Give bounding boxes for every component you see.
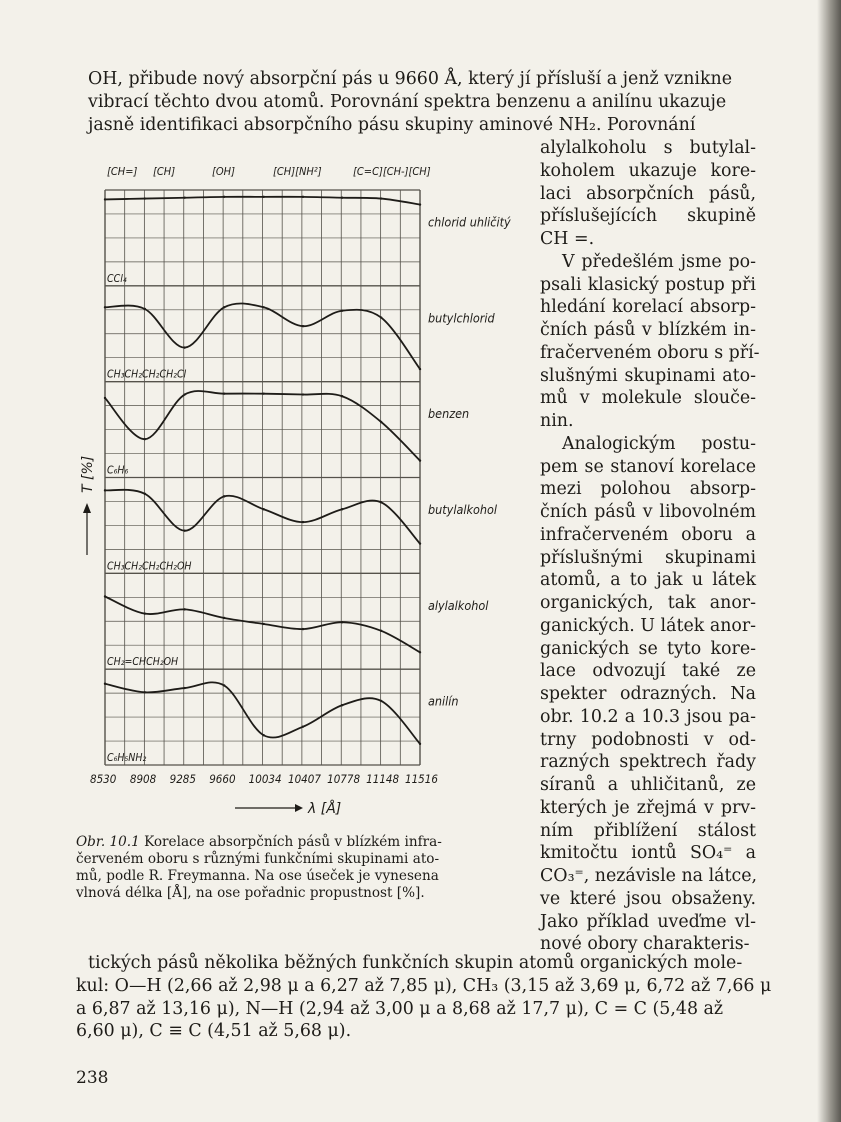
- data-point: [262, 734, 264, 736]
- text-line: tických pásů několika běžných funkčních skupin atomů organických mole-: [88, 953, 743, 973]
- data-point: [341, 395, 343, 397]
- caption-line: červeném oboru s různými funkčními skupinami ato-: [76, 851, 440, 867]
- data-point: [183, 530, 185, 532]
- text-line: mů v molekule slouče-: [540, 388, 756, 409]
- data-point: [380, 197, 382, 199]
- data-point: [302, 393, 304, 395]
- data-point: [302, 325, 304, 327]
- data-point: [341, 704, 343, 706]
- caption-line: mů, podle R. Freymanna. Na ose úseček je vynesena: [76, 868, 439, 884]
- text-line: ve které jsou obsaženy.: [540, 888, 756, 909]
- data-point: [104, 683, 106, 685]
- text-line: síranů a uhličitanů, ze: [540, 775, 756, 795]
- data-point: [302, 196, 304, 198]
- data-point: [419, 368, 421, 370]
- data-point: [223, 684, 225, 686]
- data-point: [183, 687, 185, 689]
- x-tick-label: 10407: [288, 772, 321, 786]
- text-line: lace odvozují také ze: [540, 661, 756, 682]
- data-point: [144, 612, 146, 614]
- data-point: [223, 392, 225, 394]
- data-point: [419, 203, 421, 205]
- data-point: [223, 196, 225, 198]
- text-line: CO₃⁼, nezávisle na látce,: [540, 866, 758, 886]
- data-point: [262, 623, 264, 625]
- data-point: [104, 198, 106, 200]
- data-point: [380, 501, 382, 503]
- caption-line: Korelace absorpčních pásů v blízkém infra-: [139, 834, 442, 850]
- group-label: [OH]: [212, 165, 235, 178]
- y-axis-arrowhead: [83, 503, 91, 513]
- text-line: spekter odrazných. Na: [540, 684, 756, 704]
- data-point: [341, 508, 343, 510]
- text-line: 6,60 μ), C ≡ C (4,51 až 5,68 μ).: [76, 1021, 352, 1042]
- text-line: mezi polohou absorp-: [540, 479, 756, 500]
- group-label: [CH]: [153, 165, 176, 178]
- chart-grid: [105, 190, 420, 765]
- data-point: [419, 743, 421, 745]
- text-line: kul: O—H (2,66 až 2,98 μ a 6,27 až 7,85 μ), CH₃ (3,15 až 3,69 μ, 6,72 až 7,66 μ: [76, 975, 772, 996]
- x-tick-label: 10034: [248, 772, 282, 786]
- text-line: příslušejících skupině: [540, 206, 756, 227]
- text-line: ganických. U látek anor-: [540, 615, 757, 636]
- data-point: [262, 196, 264, 198]
- x-tick-label: 11516: [405, 772, 438, 786]
- data-point: [302, 521, 304, 523]
- data-point: [144, 197, 146, 199]
- text-line: nové obory charakteris-: [540, 934, 750, 955]
- data-point: [144, 691, 146, 693]
- y-axis-label: T [%]: [80, 455, 96, 493]
- text-line: Jako příklad uveďme vl-: [540, 911, 756, 932]
- x-tick-label: 9285: [169, 772, 196, 786]
- correlation-chart: [70, 155, 530, 815]
- data-point: [183, 197, 185, 199]
- text-line: V předešlém jsme po-: [562, 251, 756, 272]
- text-line: organických, tak anor-: [540, 593, 756, 613]
- data-point: [419, 542, 421, 544]
- text-line: razných spektrech řady: [540, 752, 756, 773]
- group-label: [C=C][CH-][CH]: [353, 165, 431, 178]
- series-formula-label: C₆H₆: [107, 464, 129, 477]
- text-line: hledání korelací absorp-: [540, 297, 756, 318]
- text-line: slušnými skupinami ato-: [540, 365, 756, 386]
- data-point: [183, 608, 185, 610]
- data-point: [104, 306, 106, 308]
- text-line: OH, přibude nový absorpční pás u 9660 Å, který jí přísluší a jenž vznikne: [88, 69, 732, 89]
- data-point: [302, 725, 304, 727]
- data-point: [419, 459, 421, 461]
- data-point: [380, 700, 382, 702]
- data-point: [144, 493, 146, 495]
- text-line: jasně identifikaci absorpčního pásu skupiny aminové NH₂. Porovnání: [88, 114, 696, 135]
- data-point: [104, 397, 106, 399]
- x-tick-label: 11148: [366, 772, 400, 786]
- data-point: [380, 421, 382, 423]
- text-line: alylalkoholu s butylal-: [540, 138, 756, 158]
- series-formula-label: C₆H₅NH₂: [107, 752, 147, 764]
- text-line: psali klasický postup při: [540, 274, 756, 295]
- x-tick-label: 8908: [129, 772, 157, 786]
- x-axis-arrowhead: [295, 804, 303, 812]
- text-line: fračerveném oboru s pří-: [540, 342, 760, 363]
- data-point: [223, 306, 225, 308]
- data-point: [104, 595, 106, 597]
- text-line: vibrací těchto dvou atomů. Porovnání spektra benzenu a anilínu ukazuje: [88, 91, 727, 112]
- series-name-label: butylalkohol: [428, 501, 497, 517]
- series-name-label: butylchlorid: [428, 310, 495, 326]
- text-line: Analogickým postu-: [562, 433, 756, 454]
- bottom-paragraph: [76, 952, 771, 1043]
- data-point: [262, 392, 264, 394]
- text-line: obr. 10.2 a 10.3 jsou pa-: [540, 706, 756, 727]
- text-line: nin.: [540, 411, 574, 431]
- top-paragraph: [88, 68, 732, 136]
- data-point: [380, 316, 382, 318]
- text-line: CH =.: [540, 229, 595, 249]
- text-line: kmitočtu iontů SO₄⁼ a: [540, 843, 756, 864]
- caption-line: vlnová délka [Å], na ose pořadnic propustnost [%].: [76, 885, 425, 901]
- text-line: infračerveném oboru a: [540, 524, 756, 545]
- text-line: atomů, a to jak u látek: [540, 570, 756, 591]
- page-edge-shadow: [817, 0, 841, 1122]
- text-line: laci absorpčních pásů,: [540, 183, 756, 204]
- text-line: příslušnými skupinami: [540, 547, 756, 568]
- data-point: [262, 508, 264, 510]
- data-point: [341, 197, 343, 199]
- data-point: [341, 310, 343, 312]
- data-point: [144, 438, 146, 440]
- right-column-text: [540, 137, 760, 956]
- data-point: [144, 308, 146, 310]
- text-line: koholem ukazuje kore-: [540, 160, 756, 181]
- series-name-label: anilín: [428, 693, 459, 709]
- text-line: ganických se tyto kore-: [540, 638, 756, 659]
- data-point: [380, 630, 382, 632]
- text-line: čních pásů v blízkém in-: [540, 320, 756, 340]
- x-tick-label: 10778: [327, 772, 361, 786]
- text-line: trny podobnosti v od-: [540, 729, 756, 750]
- text-line: a 6,87 až 13,16 μ), N—H (2,94 až 3,00 μ a 8,68 až 17,7 μ), C = C (5,48 až: [76, 998, 724, 1019]
- caption-label: Obr. 10.1: [76, 834, 140, 850]
- text-line: ním přiblížení stálost: [540, 820, 756, 841]
- page-number: 238: [76, 1068, 109, 1088]
- text-line: kterých je zřejmá v prv-: [540, 797, 756, 818]
- figure-caption: [76, 834, 506, 902]
- group-label: [CH][NH²]: [273, 165, 322, 178]
- x-tick-label: 8530: [90, 772, 117, 786]
- data-point: [341, 621, 343, 623]
- data-point: [104, 489, 106, 491]
- series-name-label: alylalkohol: [428, 597, 489, 613]
- series-formula-label: CCl₄: [107, 272, 127, 285]
- data-point: [419, 651, 421, 653]
- data-point: [262, 306, 264, 308]
- x-tick-label: 9660: [209, 772, 236, 786]
- data-point: [183, 346, 185, 348]
- data-point: [302, 628, 304, 630]
- data-point: [223, 495, 225, 497]
- series-formula-label: CH₃CH₂CH₂CH₂OH: [107, 560, 192, 573]
- series-formula-label: CH₃CH₂CH₂CH₂Cl: [107, 368, 187, 381]
- series-name-label: chlorid uhličitý: [428, 214, 511, 230]
- data-point: [223, 617, 225, 619]
- text-line: pem se stanoví korelace: [540, 456, 756, 477]
- text-line: čních pásů v libovolném: [540, 502, 756, 522]
- x-axis-label: λ [Å]: [308, 801, 342, 815]
- series-name-label: benzen: [428, 406, 470, 422]
- series-formula-label: CH₂=CHCH₂OH: [107, 656, 179, 669]
- data-point: [183, 393, 185, 395]
- group-label: [CH=]: [107, 165, 138, 178]
